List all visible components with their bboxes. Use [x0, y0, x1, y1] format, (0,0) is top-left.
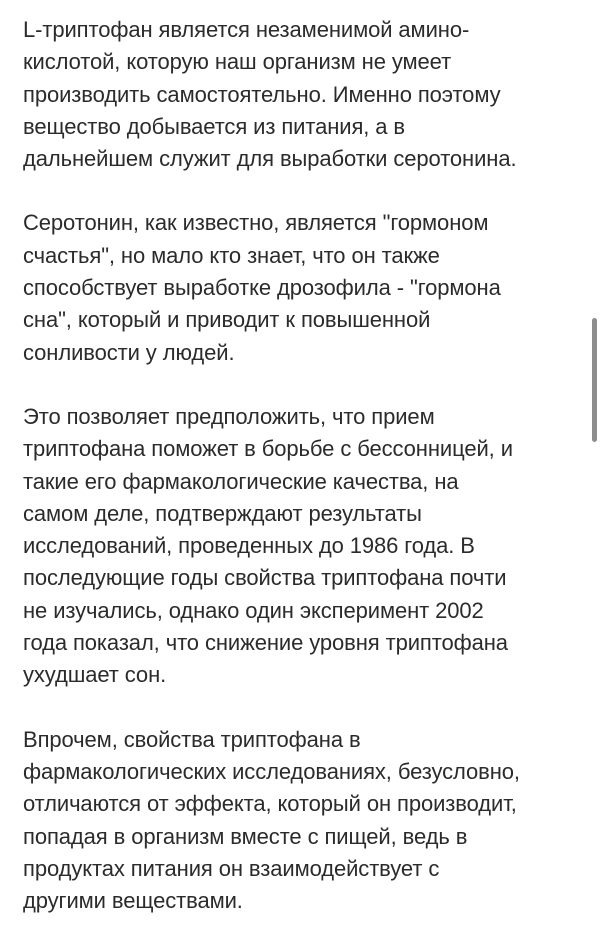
text-line: Серотонин, как известно, является "гормоном — [23, 210, 489, 236]
text-line: исследований, проведенных до 1986 года. В — [23, 533, 475, 559]
text-line: попадая в организм вместе с пищей, ведь в — [23, 823, 468, 849]
text-line: сонливости у людей. — [23, 339, 235, 365]
text-line: отличаются от эффекта, который он производит, — [23, 791, 517, 817]
text-line: кислотой, которую наш организм не умеет — [23, 49, 452, 75]
text-line: L-триптофан является незаменимой амино- — [23, 17, 470, 42]
text-line: такие его фармакологические качества, на — [23, 468, 459, 494]
text-line: не изучались, однако один эксперимент 2002 — [23, 597, 484, 623]
text-line: самом деле, подтверждают результаты — [23, 500, 422, 526]
text-line: Это позволяет предположить, что прием — [23, 403, 435, 429]
text-line: счастья", но мало кто знает, что он также — [23, 242, 440, 268]
paragraph-2 — [23, 207, 583, 368]
text-line: продуктах питания он взаимодействует с — [23, 855, 440, 881]
text-line: дальнейшем служит для выработки серотонина. — [23, 146, 517, 172]
text-line: другими веществами. — [23, 888, 243, 914]
text-line: года показал, что снижение уровня триптофана — [23, 630, 508, 656]
text-line: ухудшает сон. — [23, 662, 167, 688]
text-line: способствует выработке дрозофила - "гормона — [23, 275, 501, 301]
scrollbar-thumb[interactable] — [592, 318, 597, 442]
paragraph-4 — [23, 724, 583, 918]
text-line: Впрочем, свойства триптофана в — [23, 726, 361, 752]
paragraph-3 — [23, 401, 583, 692]
text-line: производить самостоятельно. Именно поэтому — [23, 81, 501, 107]
text-line: вещество добывается из питания, а в — [23, 113, 406, 139]
text-line: триптофана поможет в борьбе с бессонницей, и — [23, 436, 513, 462]
text-line: фармакологических исследованиях, безусловно, — [23, 758, 520, 784]
paragraph-1 — [23, 14, 583, 175]
text-line: сна", который и приводит к повышенной — [23, 307, 431, 333]
vertical-scrollbar[interactable] — [590, 0, 600, 946]
text-line: последующие годы свойства триптофана почти — [23, 565, 507, 591]
article-body — [23, 14, 583, 949]
